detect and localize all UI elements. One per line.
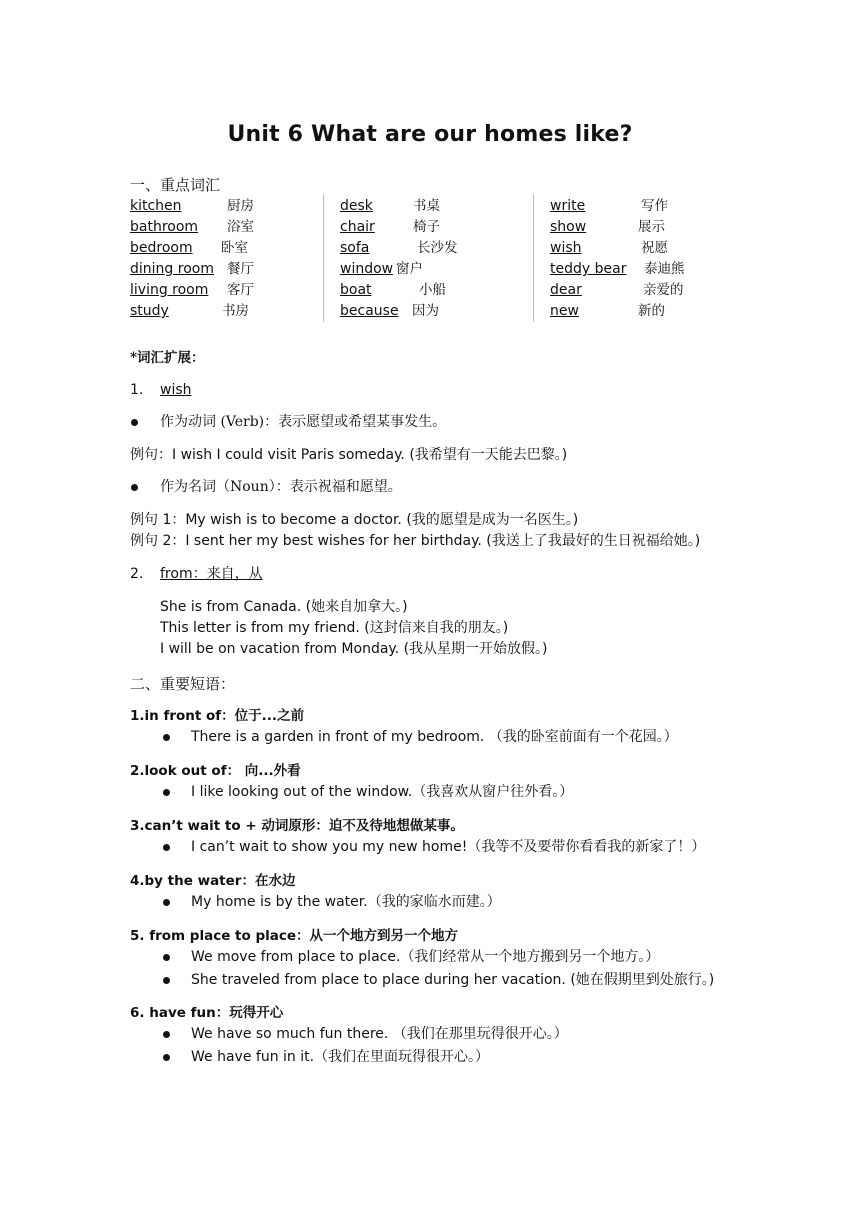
phrase-example: I like looking out of the window.（我喜欢从窗户往外看。）: [191, 784, 574, 800]
extension-item-word: from：来自，从: [160, 566, 263, 582]
vocab-word: kitchen: [130, 198, 182, 214]
phrase-example: We have fun in it.（我们在里面玩得很开心。）: [191, 1049, 490, 1065]
vocab-row: [130, 217, 320, 238]
vocab-word: bedroom: [130, 240, 193, 256]
vocab-row: [550, 196, 740, 217]
vocab-word: new: [550, 303, 579, 319]
vocab-meaning: 椅子: [413, 219, 440, 235]
vocab-meaning: 小船: [419, 282, 446, 298]
vocab-meaning: 写作: [641, 198, 668, 214]
bullet-icon: [163, 954, 170, 961]
bullet-icon: [163, 789, 170, 796]
bullet-icon: [163, 977, 170, 984]
phrase-example: We have so much fun there. （我们在那里玩得很开心。）: [191, 1026, 568, 1042]
vocab-word: dear: [550, 282, 582, 298]
vocab-meaning: 书桌: [413, 198, 440, 214]
vocab-row: [130, 259, 320, 280]
vocab-meaning: 泰迪熊: [644, 261, 685, 277]
extension-heading: *词汇扩展：: [130, 350, 205, 366]
column-divider: [533, 194, 534, 322]
phrase-example: She traveled from place to place during her vacation. (她在假期里到处旅行。): [191, 972, 715, 988]
vocab-word: sofa: [340, 240, 370, 256]
phrase-title: 2.look out of： 向...外看: [130, 763, 301, 779]
vocab-word: show: [550, 219, 587, 235]
phrase-example: We move from place to place.（我们经常从一个地方搬到另一个地方。）: [191, 949, 660, 965]
vocab-meaning: 展示: [638, 219, 665, 235]
phrase-title: 4.by the water：在水边: [130, 873, 296, 889]
phrase-title: 1.in front of：位于...之前: [130, 708, 305, 724]
from-example: She is from Canada. (她来自加拿大。): [160, 599, 408, 615]
extension-item-word: wish: [160, 382, 192, 398]
vocab-row: [340, 196, 530, 217]
section-heading-phrases: 二、重要短语：: [130, 675, 236, 693]
vocab-meaning: 浴室: [227, 219, 254, 235]
vocab-word: write: [550, 198, 586, 214]
vocab-meaning: 祝愿: [641, 240, 668, 256]
bullet-icon: [163, 1031, 170, 1038]
vocab-meaning: 新的: [638, 303, 665, 319]
vocab-row: [550, 280, 740, 301]
vocab-word: because: [340, 303, 399, 319]
vocab-meaning: 因为: [412, 303, 439, 319]
vocab-row: [130, 238, 320, 259]
noun-usage-line: 作为名词（Noun）：表示祝福和愿望。: [160, 479, 402, 495]
vocab-meaning: 客厅: [227, 282, 254, 298]
vocab-row: [550, 259, 740, 280]
section-heading-vocabulary: 一、重点词汇: [130, 176, 221, 194]
vocab-meaning: 书房: [222, 303, 249, 319]
vocab-row: [550, 217, 740, 238]
vocab-word: study: [130, 303, 169, 319]
vocab-row: [550, 301, 740, 322]
extension-item-number: 2.: [130, 566, 144, 582]
verb-usage-line: 作为动词 (Verb)：表示愿望或希望某事发生。: [160, 414, 447, 430]
vocab-row: [130, 301, 320, 322]
from-example: I will be on vacation from Monday. (我从星期一开始放假。): [160, 641, 548, 657]
bullet-icon: [163, 899, 170, 906]
vocab-meaning: 窗户: [396, 261, 423, 277]
vocab-word: living room: [130, 282, 209, 298]
vocab-row: [550, 238, 740, 259]
vocab-row: [340, 217, 530, 238]
bullet-icon: [163, 734, 170, 741]
page-title: Unit 6 What are our homes like?: [227, 122, 633, 147]
noun-example-2: 例句 2：I sent her my best wishes for her birthday. (我送上了我最好的生日祝福给她。): [130, 533, 701, 549]
vocab-word: window: [340, 261, 394, 277]
vocab-meaning: 长沙发: [417, 240, 458, 256]
phrase-example: There is a garden in front of my bedroom. （我的卧室前面有一个花园。）: [191, 729, 678, 745]
vocab-word: bathroom: [130, 219, 199, 235]
vocab-meaning: 亲爱的: [643, 282, 684, 298]
vocab-word: dining room: [130, 261, 214, 277]
bullet-icon: [163, 844, 170, 851]
vocab-word: chair: [340, 219, 375, 235]
vocab-word: wish: [550, 240, 582, 256]
vocab-row: [130, 196, 320, 217]
phrase-title: 6. have fun：玩得开心: [130, 1005, 284, 1021]
vocab-row: [340, 280, 530, 301]
vocab-meaning: 餐厅: [227, 261, 254, 277]
noun-example-1: 例句 1：My wish is to become a doctor. (我的愿望是成为一名医生。): [130, 512, 579, 528]
phrase-example: I can’t wait to show you my new home!（我等不及要带你看看我的新家了！）: [191, 839, 706, 855]
phrase-example: My home is by the water.（我的家临水而建。）: [191, 894, 501, 910]
from-example: This letter is from my friend. (这封信来自我的朋友。): [160, 620, 509, 636]
phrase-title: 5. from place to place：从一个地方到另一个地方: [130, 928, 459, 944]
vocab-word: teddy bear: [550, 261, 627, 277]
extension-item-number: 1.: [130, 382, 144, 398]
bullet-icon: [131, 484, 138, 491]
phrase-title: 3.can’t wait to + 动词原形：迫不及待地想做某事。: [130, 818, 464, 834]
bullet-icon: [163, 1054, 170, 1061]
vocab-meaning: 厨房: [227, 198, 254, 214]
vocab-row: [340, 301, 530, 322]
column-divider: [323, 194, 324, 322]
vocab-row: [340, 238, 530, 259]
verb-example: 例句：I wish I could visit Paris someday. (我希望有一天能去巴黎。): [130, 447, 568, 463]
vocab-meaning: 卧室: [221, 240, 248, 256]
vocab-row: [340, 259, 530, 280]
vocab-word: boat: [340, 282, 372, 298]
bullet-icon: [131, 419, 138, 426]
vocab-row: [130, 280, 320, 301]
vocab-word: desk: [340, 198, 373, 214]
